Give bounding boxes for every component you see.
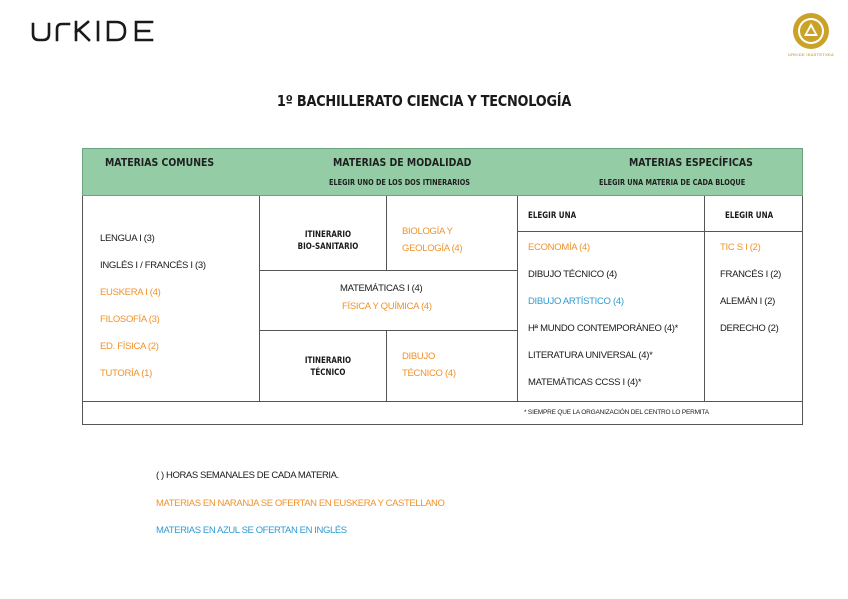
itinerario-label-line: BIO-SANITARIO [297, 242, 359, 252]
itinerario-tecnico-label [286, 355, 370, 379]
footnote: * SIEMPRE QUE LA ORGANIZACIÓN DEL CENTRO LO PERMITA [524, 409, 709, 416]
subject-fisica-quimica: FÍSICA Y QUÍMICA (4) [342, 301, 432, 312]
divider-bloques [704, 196, 705, 402]
table-border-left [82, 196, 83, 425]
seal-icon [792, 12, 830, 50]
subjects-table [82, 148, 803, 425]
itinerario-label-line: ITINERARIO [304, 230, 352, 240]
subject-biologia: BIOLOGÍA Y [402, 226, 453, 237]
comun-item: ED. FÍSICA (2) [100, 341, 159, 352]
bloque-2-item: FRANCÉS I (2) [720, 269, 782, 280]
subject-geologia: GEOLOGÍA (4) [402, 243, 463, 254]
bloque-1-item: MATEMÁTICAS CCSS I (4)* [528, 377, 642, 388]
comun-item: EUSKERA I (4) [100, 287, 161, 298]
divider-shared-bottom [259, 330, 517, 331]
itinerario-label-line: ITINERARIO [304, 356, 352, 366]
urkide-wordmark-icon [30, 18, 154, 44]
legend-hours: ( ) HORAS SEMANALES DE CADA MATERIA. [156, 470, 339, 481]
bloque-1-item: ECONOMÍA (4) [528, 242, 590, 253]
header-materias-modalidad: MATERIAS DE MODALIDAD [333, 156, 472, 169]
bloque-2-item: ALEMÁN I (2) [720, 296, 775, 307]
header-materias-comunes: MATERIAS COMUNES [105, 156, 215, 169]
subject-tecnico: TÉCNICO (4) [402, 368, 456, 379]
table-header [82, 148, 803, 196]
bloque-1-item: DIBUJO ARTÍSTICO (4) [528, 296, 624, 307]
divider-comunes-modalidad [259, 196, 260, 402]
table-border-bottom [82, 424, 803, 425]
divider-itinerario-1 [386, 196, 387, 270]
subject-matematicas: MATEMÁTICAS I (4) [340, 283, 423, 294]
bloque-1-item: Hª MUNDO CONTEMPORÁNEO (4)* [528, 323, 679, 334]
divider-shared-top [259, 270, 517, 271]
legend-blue: MATERIAS EN AZUL SE OFERTAN EN INGLÉS [156, 525, 347, 536]
urkide-seal-logo [792, 12, 830, 50]
legend-orange: MATERIAS EN NARANJA SE OFERTAN EN EUSKERA Y CASTELLANO [156, 498, 445, 509]
divider-itinerario-2 [386, 331, 387, 402]
itinerario-biosanitario-label [286, 229, 370, 253]
header-especificas-instruction: ELEGIR UNA MATERIA DE CADA BLOQUE [599, 178, 746, 187]
footnote-divider [82, 401, 803, 402]
urkide-logo [30, 18, 154, 51]
bloque-1-item: DIBUJO TÉCNICO (4) [528, 269, 617, 280]
page-title: 1º BACHILLERATO CIENCIA Y TECNOLOGÍA [276, 92, 572, 110]
comun-item: LENGUA I (3) [100, 233, 155, 244]
itinerario-label-line: TÉCNICO [310, 368, 346, 378]
bloque-2-item: TIC S I (2) [720, 242, 761, 253]
divider-bloque-headers [517, 231, 803, 232]
seal-caption: URKIDE IKASTETXEA [788, 52, 834, 57]
comun-item: INGLÉS I / FRANCÉS I (3) [100, 260, 206, 271]
bloque-2-header: ELEGIR UNA [725, 211, 774, 221]
comun-item: FILOSOFÍA (3) [100, 314, 160, 325]
divider-modalidad-especificas [517, 196, 518, 402]
bloque-1-header: ELEGIR UNA [528, 211, 577, 221]
bloque-2-item: DERECHO (2) [720, 323, 779, 334]
subject-dibujo: DIBUJO [402, 351, 436, 362]
comun-item: TUTORÍA (1) [100, 368, 152, 379]
header-materias-especificas: MATERIAS ESPECÍFICAS [629, 156, 753, 169]
header-modalidad-instruction: ELEGIR UNO DE LOS DOS ITINERARIOS [329, 178, 471, 187]
bloque-1-item: LITERATURA UNIVERSAL (4)* [528, 350, 653, 361]
